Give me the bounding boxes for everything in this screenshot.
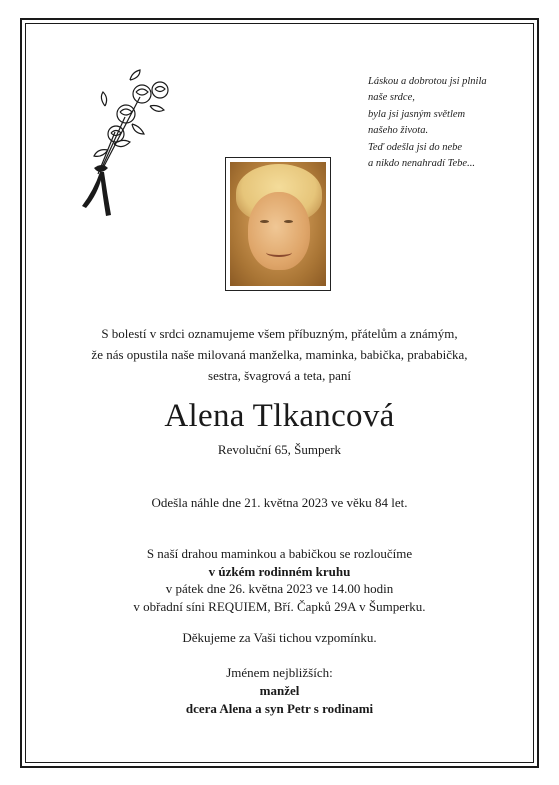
farewell-line: S naší drahou maminkou a babičkou se rozloučíme [146, 546, 413, 561]
departure-notice: Odešla náhle dne 21. května 2023 ve věku 84 let. [151, 495, 408, 510]
signer-line: dcera Alena a syn Petr s rodinami [185, 701, 374, 716]
farewell-line: v obřadní síni REQUIEM, Bří. Čapků 29A v Šumperku. [133, 598, 426, 614]
poem-line: naše srdce, [368, 92, 415, 104]
intro-line: že nás opustila naše milovaná manželka, maminka, babička, prababička, [91, 347, 468, 362]
deceased-name: Alena Tlkancová [164, 398, 395, 434]
portrait-eye [260, 220, 269, 223]
poem [368, 74, 528, 172]
portrait-photo [230, 162, 326, 286]
poem-line: Teď odešla jsi do nebe [368, 141, 463, 153]
signer-line: manžel [259, 683, 300, 698]
poem-line: našeho života. [368, 125, 429, 137]
intro-text [40, 323, 519, 386]
poem-line: Láskou a dobrotou jsi plnila [368, 76, 487, 87]
poem-line: byla jsi jasným světlem [368, 108, 466, 120]
rose-bouquet-icon [70, 62, 180, 222]
signers-heading: Jménem nejbližších: [226, 665, 333, 680]
portrait-face [248, 192, 310, 270]
portrait-eye [284, 220, 293, 223]
poem-line: a nikdo nenahradí Tebe... [368, 158, 475, 170]
farewell-line-emphasis: v úzkém rodinném kruhu [208, 563, 351, 579]
portrait-mouth [266, 248, 292, 257]
portrait-frame [225, 157, 331, 291]
thanks-line: Děkujeme za Vaši tichou vzpomínku. [182, 630, 377, 645]
deceased-address: Revoluční 65, Šumperk [217, 442, 342, 457]
farewell-info [40, 545, 519, 615]
signers [40, 664, 519, 718]
farewell-line: v pátek dne 26. května 2023 ve 14.00 hodin [165, 581, 394, 596]
intro-line: S bolestí v srdci oznamujeme všem příbuzným, přátelům a známým, [101, 326, 458, 341]
intro-line: sestra, švagrová a teta, paní [208, 368, 351, 383]
